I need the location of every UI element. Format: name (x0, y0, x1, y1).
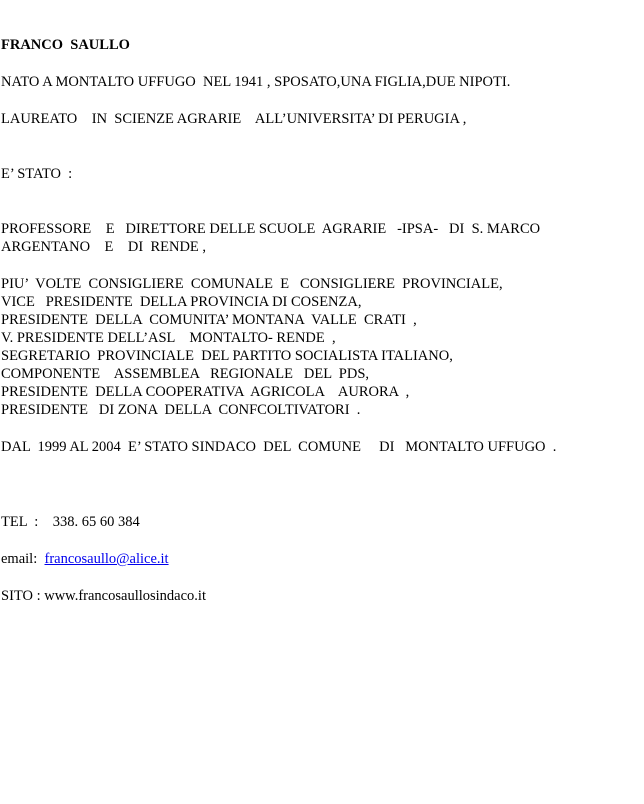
role-line: SEGRETARIO PROVINCIALE DEL PARTITO SOCIALISTA ITALIANO, (1, 348, 453, 364)
degree-line: LAUREATO IN SCIENZE AGRARIE ALL’UNIVERSITA’ DI PERUGIA , (1, 111, 467, 127)
professor-line: PROFESSORE E DIRETTORE DELLE SCUOLE AGRARIE -IPSA- DI S. MARCO (1, 221, 541, 237)
email-line (1, 551, 169, 568)
role-line: VICE PRESIDENTE DELLA PROVINCIA DI COSENZA, (1, 294, 362, 310)
professor-line: ARGENTANO E DI RENDE , (1, 239, 207, 255)
person-name: FRANCO SAULLO (1, 37, 130, 53)
mayor-line: DAL 1999 AL 2004 E’ STATO SINDACO DEL COMUNE DI MONTALTO UFFUGO . (1, 439, 557, 455)
role-line: PRESIDENTE DI ZONA DELLA CONFCOLTIVATORI . (1, 402, 361, 418)
role-line: PRESIDENTE DELLA COMUNITA’ MONTANA VALLE CRATI , (1, 312, 417, 328)
role-line: COMPONENTE ASSEMBLEA REGIONALE DEL PDS, (1, 366, 370, 382)
role-line: PIU’ VOLTE CONSIGLIERE COMUNALE E CONSIGLIERE PROVINCIALE, (1, 276, 503, 292)
birth-line: NATO A MONTALTO UFFUGO NEL 1941 , SPOSATO,UNA FIGLIA,DUE NIPOTI. (1, 74, 511, 90)
phone-line: TEL : 338. 65 60 384 (1, 514, 140, 530)
was-heading: E’ STATO : (1, 166, 73, 182)
email-label: email: (1, 551, 45, 567)
site-line: SITO : www.francosaullosindaco.it (1, 588, 206, 604)
role-line: V. PRESIDENTE DELL’ASL MONTALTO- RENDE , (1, 330, 336, 346)
role-line: PRESIDENTE DELLA COOPERATIVA AGRICOLA AURORA , (1, 384, 410, 400)
email-link[interactable]: francosaullo@alice.it (44, 551, 169, 567)
